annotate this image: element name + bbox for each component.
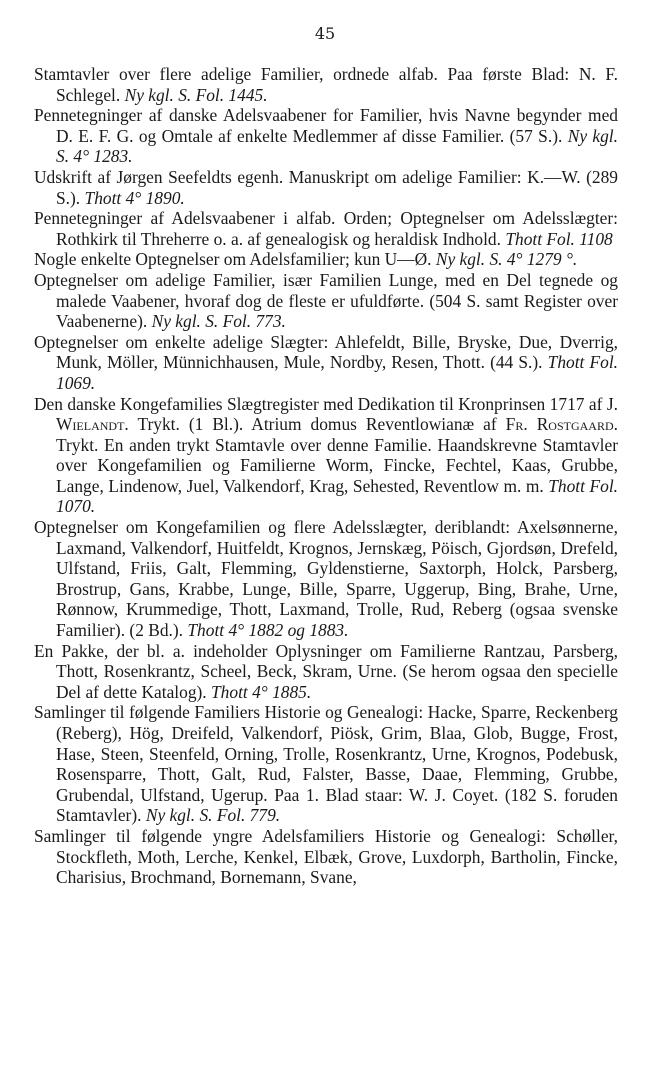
entry-text: Stamtavler over flere adelige Familier, ordnede alfab. Paa første Blad: N. F. Schlegel. [34,64,618,105]
entry-text: Samlinger til følgende yngre Adelsfamiliers Historie og Genealogi: Schøller, Stockfleth, Moth, Lerche, Kenkel, Elbæk, Grove, Luxdorph, Bartholin, Fincke, Charisius, Brochmand, Bornemann, Svane, [34,825,618,888]
catalog-entries [34,64,618,888]
entry-shelfmark: Thott Fol. 1070. [56,475,618,517]
catalog-entry [34,105,618,167]
catalog-entry [34,702,618,826]
entry-text: . Trykt. (1 Bl.). Atrium domus Reventlowianæ af [124,414,497,435]
catalog-entry [34,270,618,332]
author-name: Wielandt [56,414,125,435]
entry-text: . Trykt. En anden trykt Stamtavle over denne Familie. Haandskrevne Stamtavler over Kongefamilien og Familierne Worm, Fincke, Fechtel, Kaas, Grubbe, Lange, Lindenow, Juel, Valkendorf, Krag, Sehested, Reventlow m. m. [56,414,618,496]
catalog-entry [34,826,618,888]
entry-text: Pennetegninger af Adelsvaabener i alfab. Orden; Optegnelser om Adelsslægter: Rothkirk til Threherre o. a. af genealogisk og heraldisk Indhold. [34,208,618,249]
entry-shelfmark: Ny kgl. S. 4° 1283. [56,125,618,167]
catalog-entry [34,517,618,641]
entry-text: Optegnelser om Kongefamilien og flere Adelsslægter, deriblandt: Axelsønnerne, Laxmand, Valkendorf, Huitfeldt, Krognos, Jernskæg, Pöisch, Gjordsøn, Drefeld, Ulfstand, Friis, Galt, Flemming, Gyldenstierne, Saxtorph, Holck, Parsberg, Brostrup, Gans, Krabbe, Lunge, Bille, Sparre, Uggerup, Bing, Brahe, Urne, Rønnow, Krummedige, Thott, Laxmand, Trolle, Rud, Reberg (ogsaa svenske Familier). (2 Bd.). [34,517,618,641]
entry-shelfmark: Thott Fol. 1108 [505,228,613,249]
author-name: Fr. Rostgaard [505,414,614,435]
catalog-entry [34,64,618,105]
entry-text: En Pakke, der bl. a. indeholder Oplysninger om Familierne Rantzau, Parsberg, Thott, Rosenkrantz, Scheel, Beck, Skram, Urne. (Se herom ogsaa den specielle Del af dette Katalog). [34,640,618,702]
entry-text: Udskrift af Jørgen Seefeldts egenh. Manuskript om adelige Familier: K.—W. (289 S.). [34,166,618,208]
entry-text: Nogle enkelte Optegnelser om Adelsfamilier; kun U—Ø. [34,249,432,270]
catalog-entry [34,167,618,208]
entry-text: Den danske Kongefamilies Slægtregister med Dedikation til Kronprinsen 1717 af J. [34,393,618,414]
entry-shelfmark: Ny kgl. S. Fol. 779. [145,805,281,826]
entry-text: Optegnelser om enkelte adelige Slægter: Ahlefeldt, Bille, Bryske, Due, Dverrig, Munk, Möller, Münnichhausen, Mule, Nordby, Resen, Thott. (44 S.). [34,331,618,373]
catalog-entry [34,249,618,270]
catalog-entry [34,641,618,703]
catalog-entry [34,208,618,249]
entry-shelfmark: Ny kgl. S. Fol. 1445. [124,84,268,105]
entry-text: Samlinger til følgende Familiers Historie og Genealogi: Hacke, Sparre, Reckenberg (Reberg), Hög, Dreifeld, Valkendorf, Piösk, Grim, Blaa, Glob, Bugge, Frost, Hase, Steen, Steenfeld, Orning, Trolle, Rosenkrantz, Urne, Krognos, Podebusk, Rosensparre, Thott, Galt, Rud, Falster, Basse, Daae, Flemming, Grubbe, Grubendal, Ulfstand, Ugerup. Paa 1. Blad staar: W. J. Coyet. (182 S. foruden Stamtavler). [34,702,618,826]
entry-shelfmark: Ny kgl. S. 4° 1279 °. [435,249,578,270]
page-number: 45 [314,24,336,43]
catalog-entry [34,394,618,518]
catalog-entry [34,332,618,394]
entry-text: Optegnelser om adelige Familier, især Familien Lunge, med en Del tegnede og malede Vaabener, hvoraf dog de fleste er ufuldførte. (504 S. samt Register over Vaabenerne). [34,269,618,332]
entry-text: Pennetegninger af danske Adelsvaabener for Familier, hvis Navne begynder med D. E. F. G. og Omtale af enkelte Medlemmer af disse Familier. (57 S.). [34,105,618,146]
entry-shelfmark: Thott 4° 1882 og 1883. [187,620,349,641]
entry-shelfmark: Thott 4° 1885. [211,681,312,702]
entry-shelfmark: Ny kgl. S. Fol. 773. [151,311,286,332]
entry-shelfmark: Thott Fol. 1069. [56,352,618,393]
entry-shelfmark: Thott 4° 1890. [84,187,185,208]
